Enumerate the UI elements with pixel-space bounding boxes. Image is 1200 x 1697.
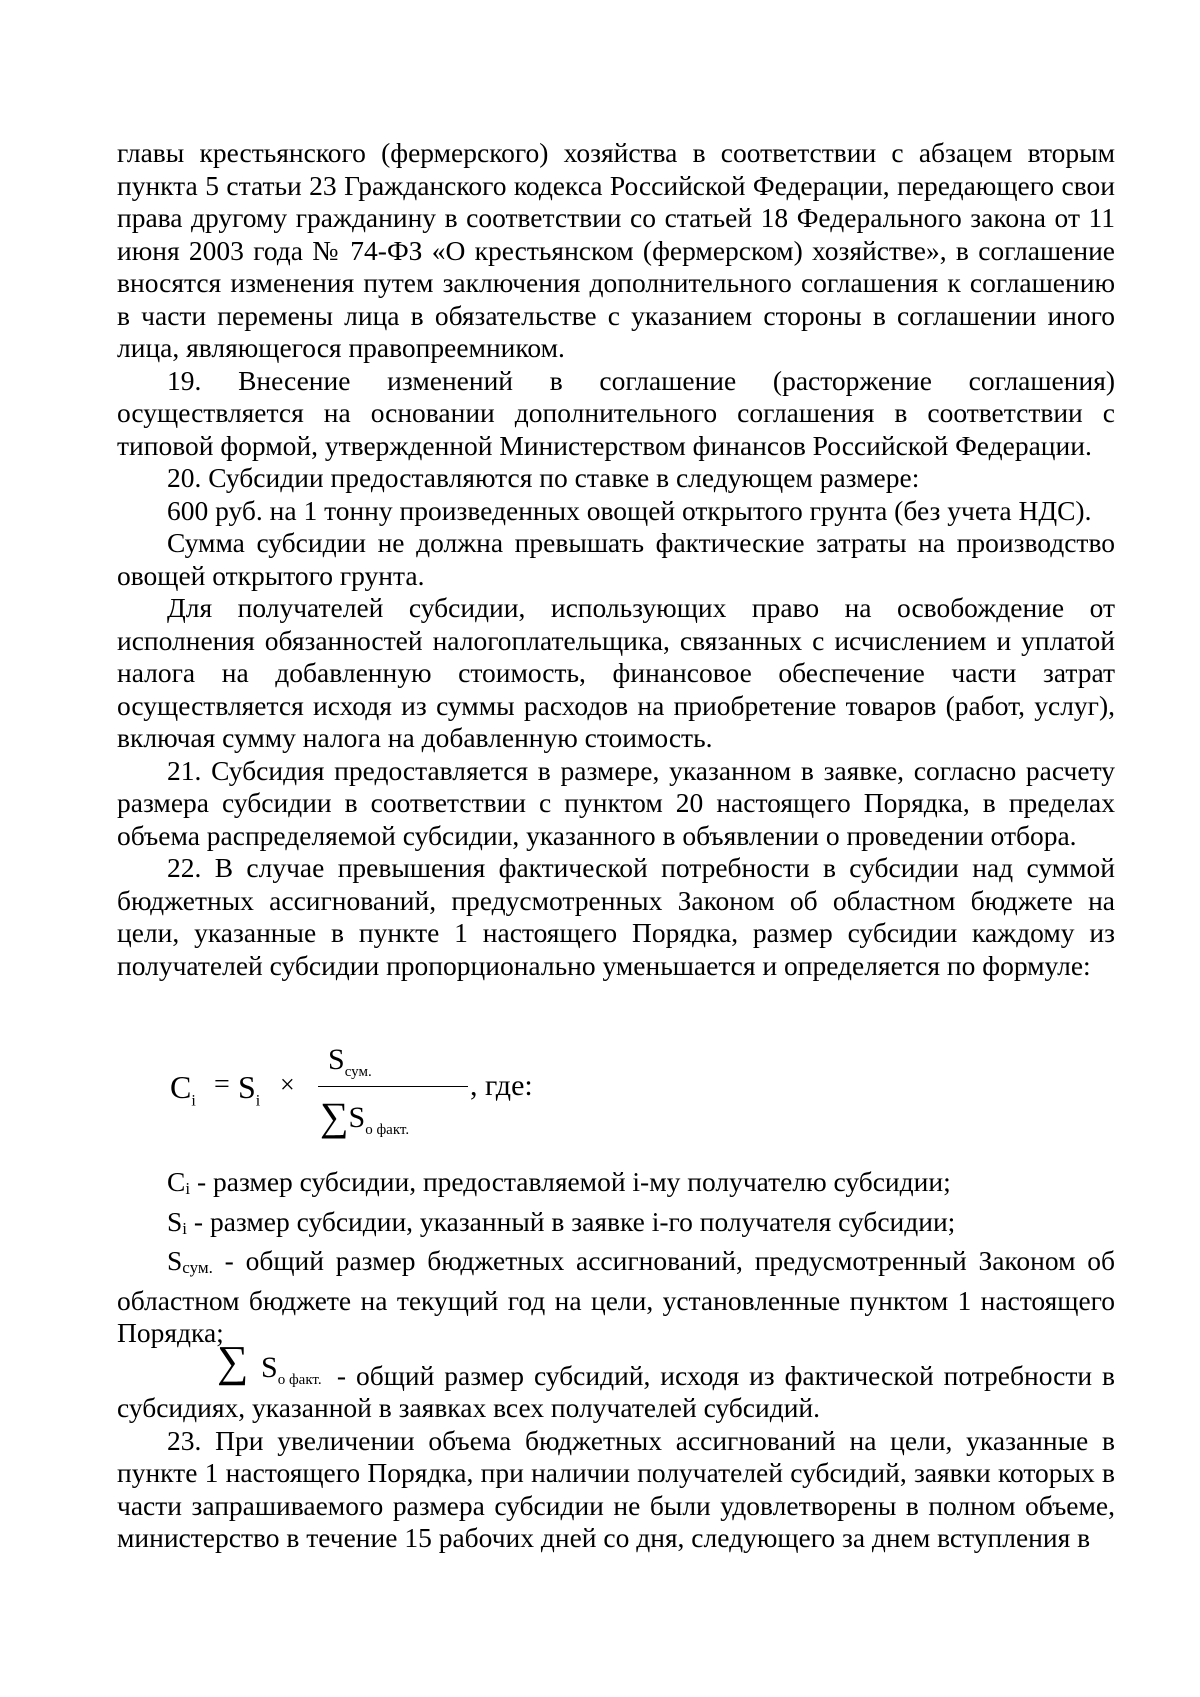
formula-denominator: $\sum S_{о факт.}$ <box>320 1094 410 1139</box>
formula-numerator: $S_{сум.}$ <box>328 1043 372 1080</box>
definition-ci: Ci - размер субсидии, предоставляемой i-му получателю субсидии; <box>167 1166 951 1198</box>
formula-fraction-bar <box>318 1086 468 1087</box>
formula-ci: $C_i$ <box>170 1069 196 1110</box>
subsidy-formula <box>170 1043 590 1139</box>
paragraph-intro: главы крестьянского (фермерского) хозяйства в соответствии с абзацем вторым пункта 5 статьи 23 Гражданского кодекса Российской Федерации, передающего свои права другому гражданину в соответствии со статьей 18 Федерального закона от 11 июня 2003 года № 74-ФЗ «О крестьянском (фермерском) хозяйстве», в соглашение вносятся изменения путем заключения дополнительного соглашения к соглашению в части перемены лица в обязательстве с указанием стороны в соглашении иного лица, являющегося правопреемником. <box>117 137 1115 363</box>
formula-si: $S_i$ <box>238 1069 261 1110</box>
sigma-symbol: ∑ $S_{о факт.}$ <box>217 1336 322 1388</box>
paragraph-22: 22. В случае превышения фактической потребности в субсидии над суммой бюджетных ассигнований, предусмотренных Законом об областном бюджете на цели, указанные в пункте 1 настоящего Порядка, размер субсидии каждому из получателей субсидии пропорционально уменьшается и определяется по формуле: <box>117 852 1115 981</box>
text-block-top <box>117 137 1115 982</box>
paragraph-23: 23. При увеличении объема бюджетных ассигнований на цели, указанные в пункте 1 настоящего Порядка, при наличии получателей субсидий, заявки которых в части запрашиваемого размера субсидии не были удовлетворены в полном объеме, министерство в течение 15 рабочих дней со дня, следующего за днем вступления в <box>117 1424 1115 1553</box>
definition-si: Si - размер субсидии, указанный в заявке i-го получателя субсидии; <box>167 1205 956 1238</box>
definition-sigma: ∑ $S_{о факт.}$ - общий размер субсидий, исходя из фактической потребности в субсидиях, указанной в заявках всех получателей субсидий. <box>117 1336 1115 1423</box>
paragraph-20-vat: Для получателей субсидии, использующих право на освобождение от исполнения обязанностей налогоплательщика, связанных с исчислением и уплатой налога на добавленную стоимость, финансовое обеспечение части затрат осуществляется исходя из суммы расходов на приобретение товаров (работ, услуг), включая сумму налога на добавленную стоимость. <box>117 592 1115 753</box>
paragraph-21: 21. Субсидия предоставляется в размере, указанном в заявке, согласно расчету размера субсидии в соответствии с пунктом 20 настоящего Порядка, в пределах объема распределяемой субсидии, указанного в объявлении о проведении отбора. <box>117 754 1115 851</box>
formula-equals: = <box>214 1069 230 1100</box>
definition-ssum: Sсум. - общий размер бюджетных ассигнований, предусмотренный Законом об областном бюджете на текущий год на цели, установленные пунктом 1 настоящего Порядка; <box>117 1245 1115 1348</box>
paragraph-19: 19. Внесение изменений в соглашение (расторжение соглашения) осуществляется на основании дополнительного соглашения в соответствии с типовой формой, утвержденной Министерством финансов Российской Федерации. <box>117 364 1115 461</box>
paragraph-20: 20. Субсидии предоставляются по ставке в следующем размере: <box>167 462 920 493</box>
text-block-bottom <box>117 1166 1115 1555</box>
paragraph-20-rate: 600 руб. на 1 тонну произведенных овощей открытого грунта (без учета НДС). <box>167 494 1092 526</box>
paragraph-20-sum: Сумма субсидии не должна превышать фактические затраты на производство овощей открытого грунта. <box>117 527 1115 591</box>
formula-where: , где: <box>470 1069 533 1102</box>
formula-times: × <box>280 1070 295 1099</box>
